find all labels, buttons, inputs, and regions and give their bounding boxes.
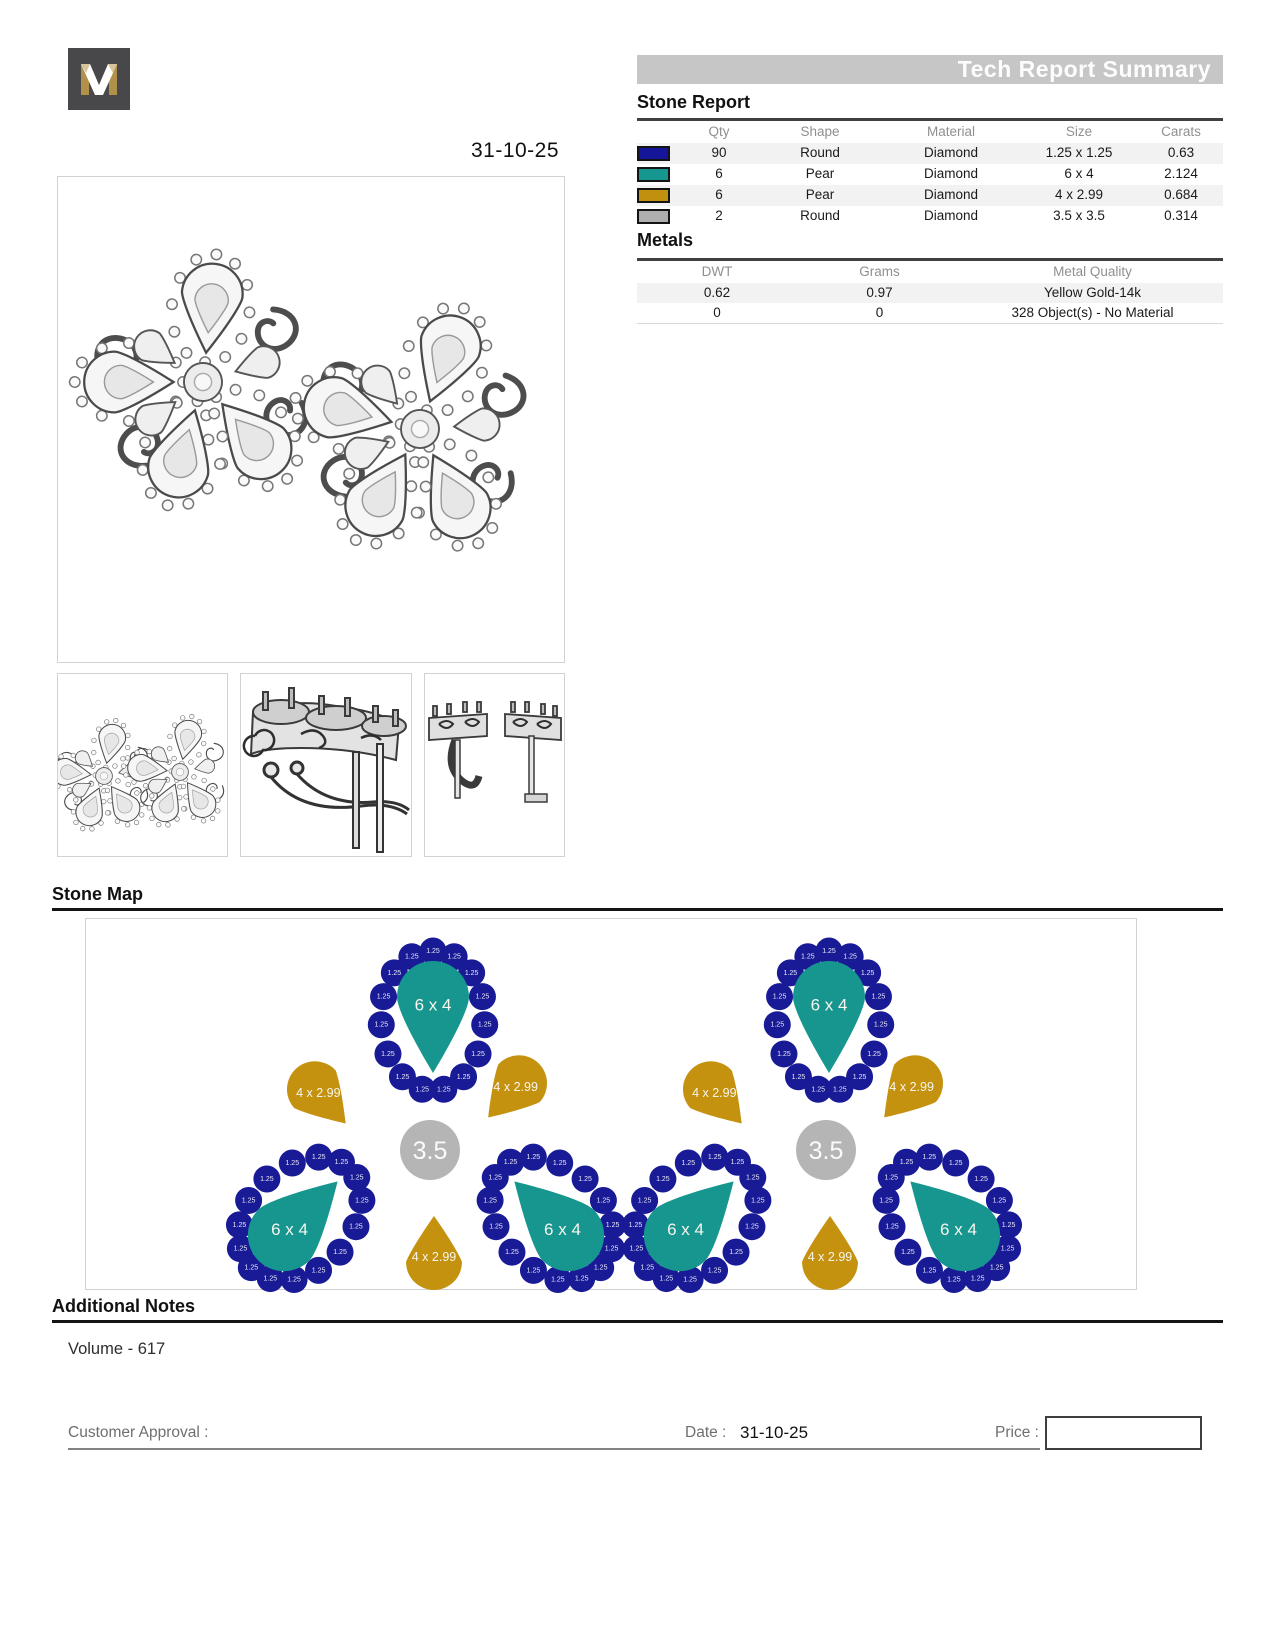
halo-size-label: 1.25 xyxy=(974,1175,988,1183)
halo-size-label: 1.25 xyxy=(681,1160,696,1168)
col-shape: Shape xyxy=(800,124,840,139)
halo-size-label: 1.25 xyxy=(287,1276,301,1284)
earrings-render xyxy=(58,177,564,662)
halo-size-label: 1.25 xyxy=(387,969,402,977)
halo-size-label: 1.25 xyxy=(992,1197,1007,1205)
col-qty: Qty xyxy=(708,124,730,139)
halo-size-label: 1.25 xyxy=(860,969,875,977)
pear-stone xyxy=(397,961,469,1073)
halo-size-label: 1.25 xyxy=(745,1174,760,1182)
flower-earring xyxy=(271,281,542,567)
halo-size-label: 1.25 xyxy=(843,953,857,961)
halo-size-label: 1.25 xyxy=(349,1223,363,1231)
halo-size-label: 1.25 xyxy=(475,993,490,1001)
stone-size-label: 4 x 2.99 xyxy=(296,1086,341,1101)
halo-size-label: 1.25 xyxy=(605,1221,620,1229)
halo-size-label: 1.25 xyxy=(745,1223,759,1231)
halo-size-label: 1.25 xyxy=(381,1050,395,1058)
stone-map-title: Stone Map xyxy=(52,884,144,904)
stone-size-label: 6 x 4 xyxy=(667,1219,704,1239)
halo-size-label: 1.25 xyxy=(659,1275,674,1283)
stone-size-label: 4 x 2.99 xyxy=(889,1080,934,1095)
halo-size-label: 1.25 xyxy=(376,993,391,1001)
stone-report-title: Stone Report xyxy=(637,92,751,112)
halo-size-label: 1.25 xyxy=(447,953,461,961)
halo-size-label: 1.25 xyxy=(395,1073,410,1081)
stone-color-swatch xyxy=(637,209,670,224)
stone-size-label: 4 x 2.99 xyxy=(692,1086,737,1101)
halo-size-label: 1.25 xyxy=(471,1050,485,1058)
halo-size-label: 1.25 xyxy=(629,1245,644,1253)
halo-size-label: 1.25 xyxy=(374,1021,389,1029)
thumbnail-front-view xyxy=(57,673,228,857)
halo-size-label: 1.25 xyxy=(415,1086,430,1094)
halo-size-label: 1.25 xyxy=(526,1267,541,1275)
halo-size-label: 1.25 xyxy=(922,1154,937,1162)
halo-size-label: 1.25 xyxy=(901,1249,915,1257)
halo-size-label: 1.25 xyxy=(922,1267,937,1275)
stone-map-diagram xyxy=(86,919,1136,1289)
stone-size-label: 4 x 2.99 xyxy=(411,1250,457,1264)
stone-size-label: 4 x 2.99 xyxy=(807,1250,853,1264)
profile-view-icon xyxy=(425,674,564,856)
halo-size-label: 1.25 xyxy=(707,1267,722,1275)
halo-size-label: 1.25 xyxy=(683,1276,697,1284)
price-box[interactable] xyxy=(1045,1416,1202,1450)
halo-size-label: 1.25 xyxy=(233,1245,248,1253)
halo-size-label: 1.25 xyxy=(526,1154,541,1162)
additional-notes-rule xyxy=(52,1320,1223,1323)
pear-stone xyxy=(793,961,865,1073)
col-carats: Carats xyxy=(1161,124,1201,139)
halo-size-label: 1.25 xyxy=(867,1050,881,1058)
halo-size-label: 1.25 xyxy=(489,1223,503,1231)
halo-size-label: 1.25 xyxy=(801,953,815,961)
metals-header-row xyxy=(637,260,1223,284)
halo-size-label: 1.25 xyxy=(241,1197,256,1205)
stone-size-label: 6 x 4 xyxy=(544,1219,581,1239)
stone-color-swatch xyxy=(637,167,670,182)
halo-size-label: 1.25 xyxy=(751,1197,765,1205)
halo-size-label: 1.25 xyxy=(822,948,836,955)
halo-size-label: 1.25 xyxy=(405,953,419,961)
halo-size-label: 1.25 xyxy=(260,1175,274,1183)
metals-title: Metals xyxy=(637,230,694,250)
brand-logo xyxy=(68,48,130,110)
halo-size-label: 1.25 xyxy=(873,1021,888,1029)
halo-size-label: 1.25 xyxy=(333,1249,347,1257)
halo-size-label: 1.25 xyxy=(656,1175,670,1183)
footer-date-label: Date : xyxy=(685,1424,727,1441)
stone-color-swatch xyxy=(637,188,670,203)
halo-size-label: 1.25 xyxy=(637,1197,652,1205)
volume-note: Volume - 617 xyxy=(68,1340,166,1358)
signature-line[interactable] xyxy=(68,1448,1040,1450)
report-title-banner: Tech Report Summary xyxy=(637,55,1223,84)
front-view-icon xyxy=(58,674,227,856)
center-size-label: 3.5 xyxy=(412,1137,448,1165)
halo-size-label: 1.25 xyxy=(1001,1221,1016,1229)
halo-size-label: 1.25 xyxy=(483,1197,497,1205)
halo-size-label: 1.25 xyxy=(948,1160,963,1168)
halo-size-label: 1.25 xyxy=(777,1050,791,1058)
table-row: 0.62 0.97 Yellow Gold-14k xyxy=(637,283,1223,303)
table-row: 6 Pear Diamond 4 x 2.99 0.684 xyxy=(637,185,1223,206)
col-grams: Grams xyxy=(859,264,900,279)
stone-report-header-row xyxy=(637,120,1223,144)
halo-size-label: 1.25 xyxy=(263,1275,278,1283)
halo-size-label: 1.25 xyxy=(770,1021,785,1029)
stone-color-swatch xyxy=(637,146,670,161)
halo-size-label: 1.25 xyxy=(885,1223,899,1231)
col-size: Size xyxy=(1065,124,1093,139)
thumbnail-profile-view xyxy=(424,673,565,857)
halo-size-label: 1.25 xyxy=(349,1174,364,1182)
table-row: 0 0 328 Object(s) - No Material xyxy=(713,305,1174,320)
halo-size-label: 1.25 xyxy=(707,1154,722,1162)
halo-size-label: 1.25 xyxy=(551,1276,565,1284)
halo-size-label: 1.25 xyxy=(311,1267,326,1275)
halo-size-label: 1.25 xyxy=(477,1021,492,1029)
halo-size-label: 1.25 xyxy=(879,1197,893,1205)
halo-size-label: 1.25 xyxy=(729,1249,743,1257)
stone-size-label: 6 x 4 xyxy=(810,995,848,1015)
m-monogram-icon xyxy=(68,48,130,110)
stone-size-label: 4 x 2.99 xyxy=(493,1080,538,1095)
halo-size-label: 1.25 xyxy=(899,1159,914,1167)
stone-size-label: 6 x 4 xyxy=(940,1219,977,1239)
stone-map-rule xyxy=(52,908,1223,911)
footer-date-value: 31-10-25 xyxy=(740,1423,809,1442)
col-dwt: DWT xyxy=(701,264,733,279)
halo-size-label: 1.25 xyxy=(871,993,886,1001)
flower-earring xyxy=(58,241,321,520)
halo-size-label: 1.25 xyxy=(832,1086,847,1094)
halo-size-label: 1.25 xyxy=(232,1221,247,1229)
halo-size-label: 1.25 xyxy=(503,1159,518,1167)
stone-map-panel xyxy=(85,918,1137,1290)
table-row: 2 Round Diamond 3.5 x 3.5 0.314 xyxy=(637,206,1223,227)
thumbnail-perspective-view xyxy=(240,673,412,857)
halo-size-label: 1.25 xyxy=(970,1275,985,1283)
additional-notes-title: Additional Notes xyxy=(52,1296,195,1316)
halo-size-label: 1.25 xyxy=(791,1073,806,1081)
halo-size-label: 1.25 xyxy=(488,1174,503,1182)
design-date: 31-10-25 xyxy=(470,139,560,162)
main-render-frame xyxy=(57,176,565,663)
halo-size-label: 1.25 xyxy=(852,1073,867,1081)
halo-size-label: 1.25 xyxy=(334,1159,349,1167)
halo-size-label: 1.25 xyxy=(640,1264,655,1272)
center-size-label: 3.5 xyxy=(808,1137,844,1165)
metals-table xyxy=(637,258,1223,324)
halo-size-label: 1.25 xyxy=(426,948,440,955)
halo-size-label: 1.25 xyxy=(464,969,479,977)
halo-size-label: 1.25 xyxy=(578,1175,592,1183)
halo-size-label: 1.25 xyxy=(456,1073,471,1081)
halo-size-label: 1.25 xyxy=(574,1275,589,1283)
table-row: 90 Round Diamond 1.25 x 1.25 0.63 xyxy=(637,143,1223,164)
stone-size-label: 6 x 4 xyxy=(271,1219,308,1239)
col-metal-quality: Metal Quality xyxy=(1053,264,1132,279)
halo-size-label: 1.25 xyxy=(730,1159,745,1167)
stone-report-table xyxy=(637,118,1223,227)
halo-size-label: 1.25 xyxy=(505,1249,519,1257)
halo-size-label: 1.25 xyxy=(285,1160,300,1168)
halo-size-label: 1.25 xyxy=(244,1264,259,1272)
halo-size-label: 1.25 xyxy=(436,1086,451,1094)
stone-size-label: 6 x 4 xyxy=(414,995,452,1015)
perspective-view-icon xyxy=(241,674,411,856)
halo-size-label: 1.25 xyxy=(628,1221,643,1229)
halo-size-label: 1.25 xyxy=(355,1197,369,1205)
halo-size-label: 1.25 xyxy=(1000,1245,1015,1253)
halo-size-label: 1.25 xyxy=(772,993,787,1001)
halo-size-label: 1.25 xyxy=(989,1264,1004,1272)
halo-size-label: 1.25 xyxy=(884,1174,899,1182)
halo-size-label: 1.25 xyxy=(596,1197,611,1205)
customer-approval-label: Customer Approval : xyxy=(68,1424,209,1441)
halo-size-label: 1.25 xyxy=(811,1086,826,1094)
col-material: Material xyxy=(926,124,975,139)
halo-size-label: 1.25 xyxy=(947,1276,961,1284)
table-row: 6 Pear Diamond 6 x 4 2.124 xyxy=(637,164,1223,185)
halo-size-label: 1.25 xyxy=(311,1154,326,1162)
halo-size-label: 1.25 xyxy=(593,1264,608,1272)
price-label: Price : xyxy=(995,1424,1039,1441)
halo-size-label: 1.25 xyxy=(604,1245,619,1253)
halo-size-label: 1.25 xyxy=(552,1160,567,1168)
halo-size-label: 1.25 xyxy=(783,969,798,977)
